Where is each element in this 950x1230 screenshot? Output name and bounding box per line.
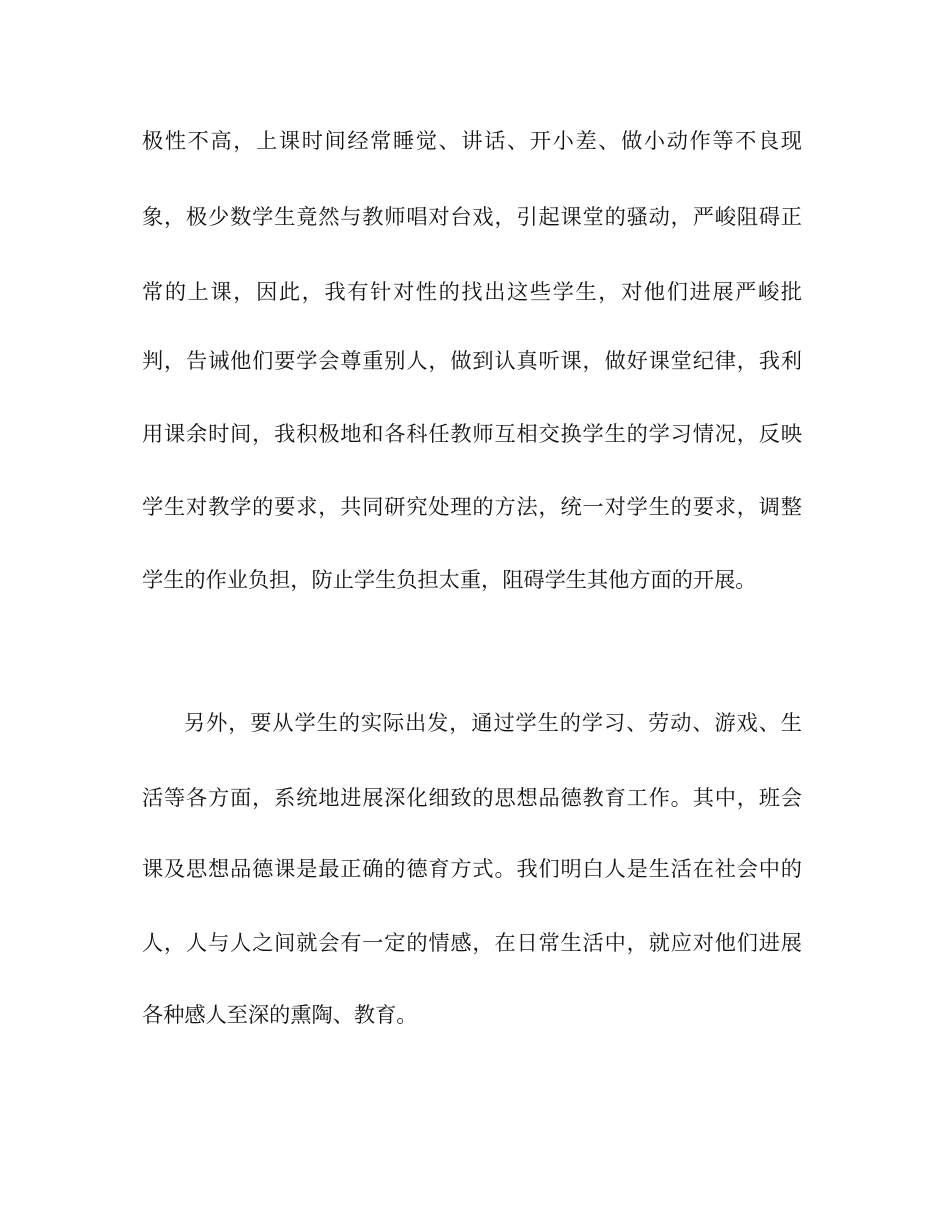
paragraph-line: 学生的作业负担，防止学生负担太重，阻碍学生其他方面的开展。 [142, 567, 757, 592]
paragraph-line: 判，告诫他们要学会尊重别人，做到认真听课，做好课堂纪律，我利 [142, 348, 802, 373]
paragraph-line: 课及思想品德课是最正确的德育方式。我们明白人是生活在社会中的 [142, 856, 802, 881]
paragraph-line: 学生对教学的要求，共同研究处理的方法，统一对学生的要求，调整 [142, 494, 802, 519]
paragraph-line: 象，极少数学生竟然与教师唱对台戏，引起课堂的骚动，严峻阻碍正 [142, 204, 802, 229]
paragraph-line: 各种感人至深的熏陶、教育。 [142, 1002, 418, 1027]
paragraph-line: 人，人与人之间就会有一定的情感，在日常生活中，就应对他们进展 [142, 930, 802, 955]
paragraph-line: 活等各方面，系统地进展深化细致的思想品德教育工作。其中，班会 [142, 785, 802, 810]
paragraph-line: 常的上课，因此，我有针对性的找出这些学生，对他们进展严峻批 [142, 279, 802, 304]
paragraph-line: 另外，要从学生的实际出发，通过学生的学习、劳动、游戏、生 [184, 710, 802, 735]
paragraph-line: 用课余时间，我积极地和各科任教师互相交换学生的学习情况，反映 [142, 421, 802, 446]
paragraph-line: 极性不高，上课时间经常睡觉、讲话、开小差、做小动作等不良现 [142, 128, 802, 153]
